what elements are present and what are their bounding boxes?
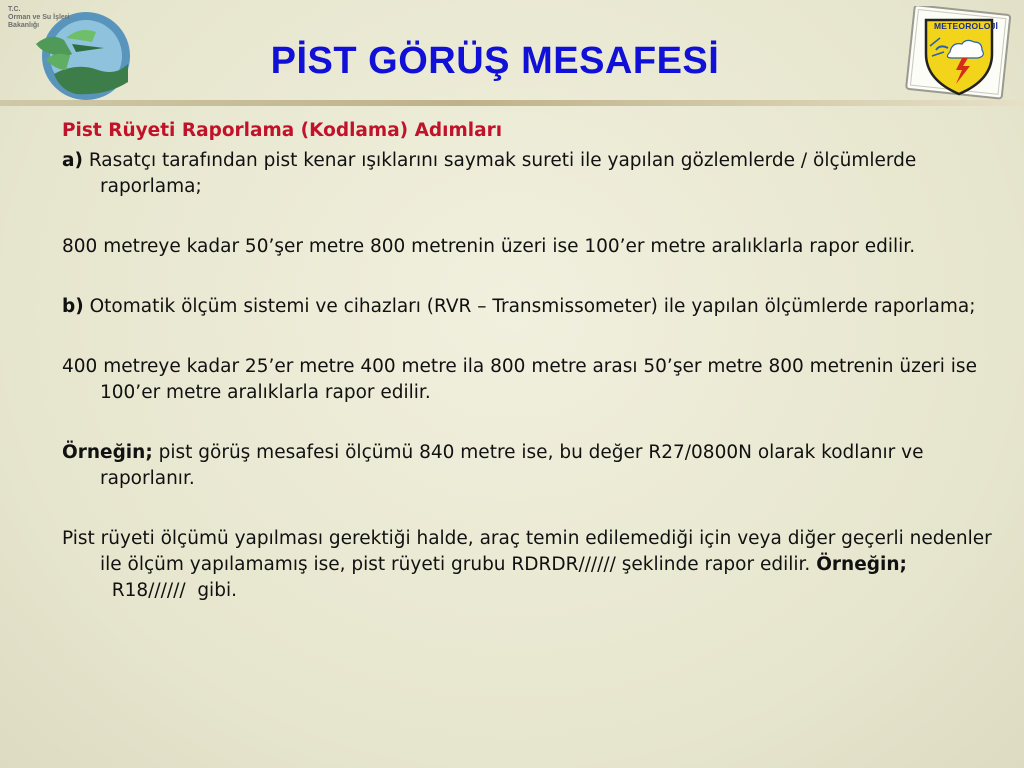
paragraph-example [62,440,992,492]
org-line-1: T.C. [8,6,21,13]
paragraph-example-label: Örneğin; [62,442,153,463]
paragraph-800 [62,234,992,260]
paragraph-a [62,148,992,200]
paragraph-example-text: pist görüş mesafesi ölçümü 840 metre ise, bu değer R27/0800N olarak kodlanır ve raporlanır. [100,442,924,489]
paragraph-b [62,294,992,320]
organization-name [8,6,78,30]
org-line-3: Bakanlığı [8,22,40,29]
slide-content [62,118,992,638]
section-heading: Pist Rüyeti Raporlama (Kodlama) Adımları [62,120,503,141]
org-line-2: Orman ve Su İşleri [8,14,70,21]
paragraph-rdrdr-text: Pist rüyeti ölçümü yapılması gerektiği halde, araç temin edilemediği için veya diğer geçerli nedenler ile ölçüm yapılamamış ise, pist rüyeti grubu RDRDR////// şeklinde rapor edilir. [62,528,992,575]
paragraph-rdrdr-label: Örneğin; [816,554,907,575]
meteoroloji-logo-text: METEOROLOJİ [934,21,999,31]
paragraph-rdrdr [62,526,992,604]
header-divider [0,100,1024,106]
paragraph-400 [62,354,992,406]
paragraph-400-text: 400 metreye kadar 25’er metre 400 metre ila 800 metre arası 50’şer metre 800 metrenin üzeri ise 100’er metre aralıklarla rapor edilir. [62,356,977,403]
paragraph-800-text: 800 metreye kadar 50’şer metre 800 metrenin üzeri ise 100’er metre aralıklarla rapor edilir. [62,236,916,257]
paragraph-b-text: Otomatik ölçüm sistemi ve cihazları (RVR – Transmissometer) ile yapılan ölçümlerde raporlama; [83,296,976,317]
paragraph-rdrdr-tail: R18////// gibi. [100,580,237,601]
paragraph-a-label: a) [62,150,83,171]
page-title: PİST GÖRÜŞ MESAFESİ [270,40,720,82]
paragraph-a-text: Rasatçı tarafından pist kenar ışıklarını saymak sureti ile yapılan gözlemlerde / ölçümlerde raporlama; [82,150,917,197]
meteoroloji-shield-icon [900,6,1018,102]
paragraph-b-label: b) [62,296,84,317]
